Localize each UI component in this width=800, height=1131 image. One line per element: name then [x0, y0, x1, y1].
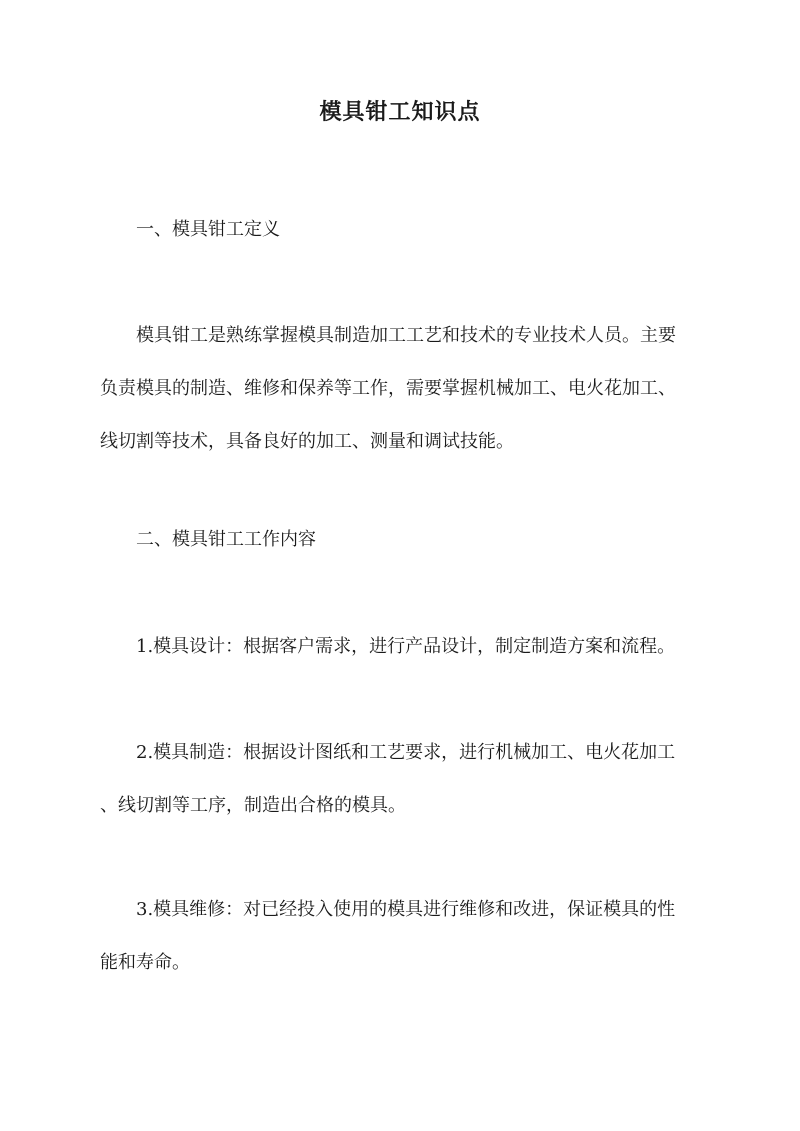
paragraph-line: 模具钳工是熟练掌握模具制造加工工艺和技术的专业技术人员。主要 [136, 325, 676, 346]
section-heading-work-content: 二、模具钳工工作内容 [136, 529, 316, 550]
paragraph-line: 3.模具维修：对已经投入使用的模具进行维修和改进，保证模具的性 [136, 899, 676, 920]
section-heading-definition: 一、模具钳工定义 [136, 219, 280, 240]
paragraph-item-repair [100, 883, 700, 989]
paragraph-item-manufacture [100, 726, 700, 832]
paragraph-line: 能和寿命。 [100, 952, 190, 973]
paragraph-definition [100, 309, 700, 468]
paragraph-line: 负责模具的制造、维修和保养等工作，需要掌握机械加工、电火花加工、 [100, 378, 676, 399]
paragraph-line: 、线切割等工序，制造出合格的模具。 [100, 795, 406, 816]
paragraph-line: 1.模具设计：根据客户需求，进行产品设计，制定制造方案和流程。 [136, 636, 676, 657]
paragraph-line: 线切割等技术，具备良好的加工、测量和调试技能。 [100, 431, 514, 452]
paragraph-line: 2.模具制造：根据设计图纸和工艺要求，进行机械加工、电火花加工 [136, 742, 676, 763]
document-title: 模具钳工知识点 [319, 99, 481, 125]
paragraph-item-design [100, 620, 700, 673]
